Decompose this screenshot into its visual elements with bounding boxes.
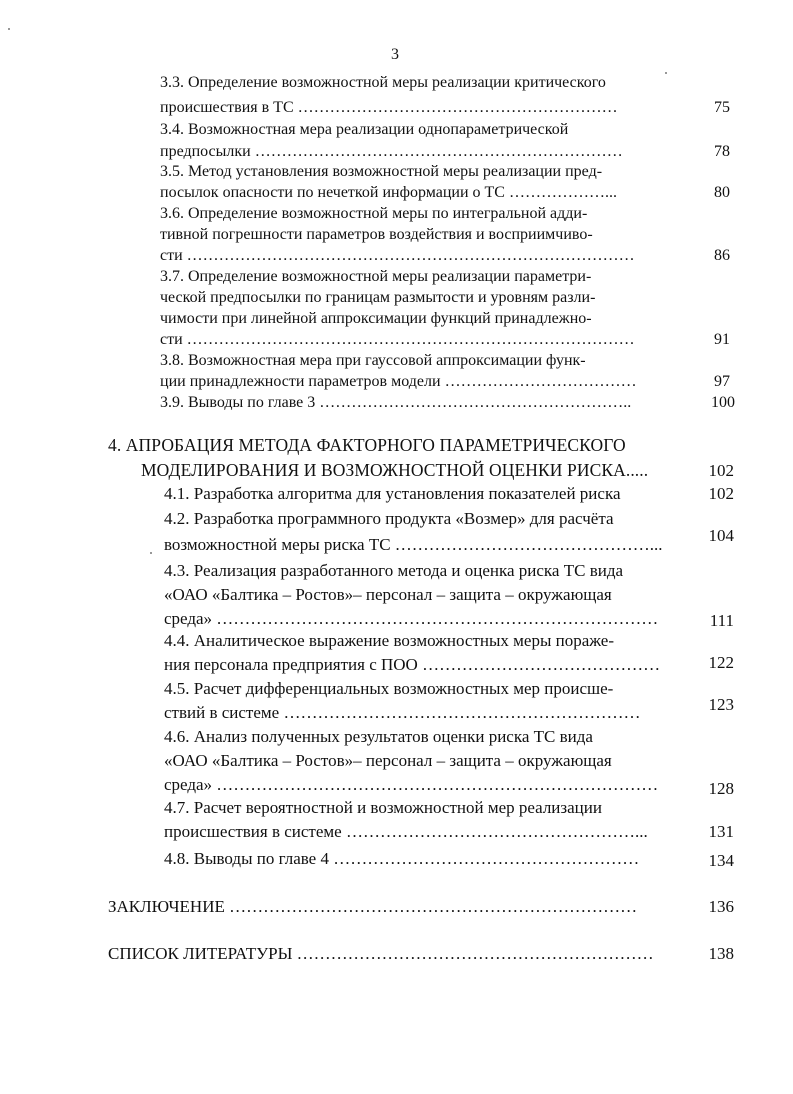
toc-line: сти …………………………………………………………………………	[160, 331, 635, 348]
toc-page: 75	[714, 99, 730, 116]
toc-line: 3.4. Возможностная мера реализации однопараметрической	[160, 121, 569, 138]
toc-page: 91	[714, 331, 730, 348]
toc-line: 4.7. Расчет вероятностной и возможностной мер реализации	[164, 798, 602, 817]
toc-page: 102	[708, 461, 734, 480]
toc-line: происшествия в системе ……………………………………………...	[164, 822, 648, 841]
toc-line: СПИСОК ЛИТЕРАТУРЫ ………………………………………………………	[108, 944, 654, 963]
toc-line: посылок опасности по нечеткой информации о ТС ………………...	[160, 184, 617, 201]
toc-page: 100	[711, 394, 735, 411]
toc-page: 136	[708, 897, 734, 916]
toc-line: 3.9. Выводы по главе 3 …………………………………………………..	[160, 394, 632, 411]
toc-line: «ОАО «Балтика – Ростов»– персонал – защита – окружающая	[164, 751, 612, 770]
toc-line: 4.4. Аналитическое выражение возможностных меры пораже-	[164, 631, 615, 650]
toc-line: 4.5. Расчет дифференциальных возможностных мер происше-	[164, 679, 614, 698]
toc-line: ческой предпосылки по границам размытости и уровням разли-	[160, 289, 596, 306]
toc-page: 122	[708, 653, 734, 672]
toc-page: 128	[708, 779, 734, 798]
toc-line: 4.1. Разработка алгоритма для установления показателей риска	[164, 484, 621, 503]
toc-line: 4.2. Разработка программного продукта «Возмер» для расчёта	[164, 509, 614, 528]
toc-line: чимости при линейной аппроксимации функций принадлежно-	[160, 310, 592, 327]
toc-line: среда» ……………………………………………………………………	[164, 775, 659, 794]
chapter-heading-line: МОДЕЛИРОВАНИЯ И ВОЗМОЖНОСТНОЙ ОЦЕНКИ РИСКА.....	[141, 460, 649, 480]
scan-speck	[665, 72, 667, 74]
toc-line: 4.6. Анализ полученных результатов оценки риска ТС вида	[164, 727, 593, 746]
toc-line: тивной погрешности параметров воздействия и восприимчиво-	[160, 226, 593, 243]
toc-page: 131	[708, 822, 734, 841]
toc-line: 3.3. Определение возможностной меры реализации критического	[160, 74, 606, 91]
toc-line: 3.7. Определение возможностной меры реализации параметри-	[160, 268, 592, 285]
toc-line: возможностной меры риска ТС ………………………………………...	[164, 535, 663, 554]
toc-line: предпосылки ……………………………………………………………	[160, 143, 623, 160]
toc-line: ствий в системе ………………………………………………………	[164, 703, 641, 722]
toc-line: «ОАО «Балтика – Ростов»– персонал – защита – окружающая	[164, 585, 612, 604]
toc-line: 3.8. Возможностная мера при гауссовой аппроксимации функ-	[160, 352, 586, 369]
toc-line: 4.8. Выводы по главе 4 ………………………………………………	[164, 849, 640, 868]
toc-line: 3.5. Метод установления возможностной меры реализации пред-	[160, 163, 603, 180]
toc-line: ния персонала предприятия с ПОО ……………………………………	[164, 655, 661, 674]
toc-line: ЗАКЛЮЧЕНИЕ ………………………………………………………………	[108, 897, 638, 916]
toc-page: 97	[714, 373, 730, 390]
toc-line: происшествия в ТС ……………………………………………………	[160, 99, 618, 116]
scan-speck	[8, 28, 10, 30]
scan-speck	[150, 552, 152, 554]
toc-page: 111	[709, 611, 734, 630]
toc-page: 123	[708, 695, 734, 714]
chapter-heading-line: 4. АПРОБАЦИЯ МЕТОДА ФАКТОРНОГО ПАРАМЕТРИЧЕСКОГО	[108, 435, 626, 455]
toc-page: 78	[714, 143, 730, 160]
toc-page: 134	[708, 851, 734, 870]
page-number: 3	[391, 46, 399, 63]
toc-line: сти …………………………………………………………………………	[160, 247, 635, 264]
toc-line: среда» ……………………………………………………………………	[164, 609, 659, 628]
toc-page: 80	[714, 184, 730, 201]
toc-line: ции принадлежности параметров модели ………………………………	[160, 373, 637, 390]
toc-line: 3.6. Определение возможностной меры по интегральной адди-	[160, 205, 588, 222]
toc-page: 104	[708, 526, 734, 545]
toc-page: 86	[714, 247, 730, 264]
toc-page: 102	[708, 484, 734, 503]
toc-line: 4.3. Реализация разработанного метода и оценка риска ТС вида	[164, 561, 624, 580]
toc-page: 138	[708, 944, 734, 963]
